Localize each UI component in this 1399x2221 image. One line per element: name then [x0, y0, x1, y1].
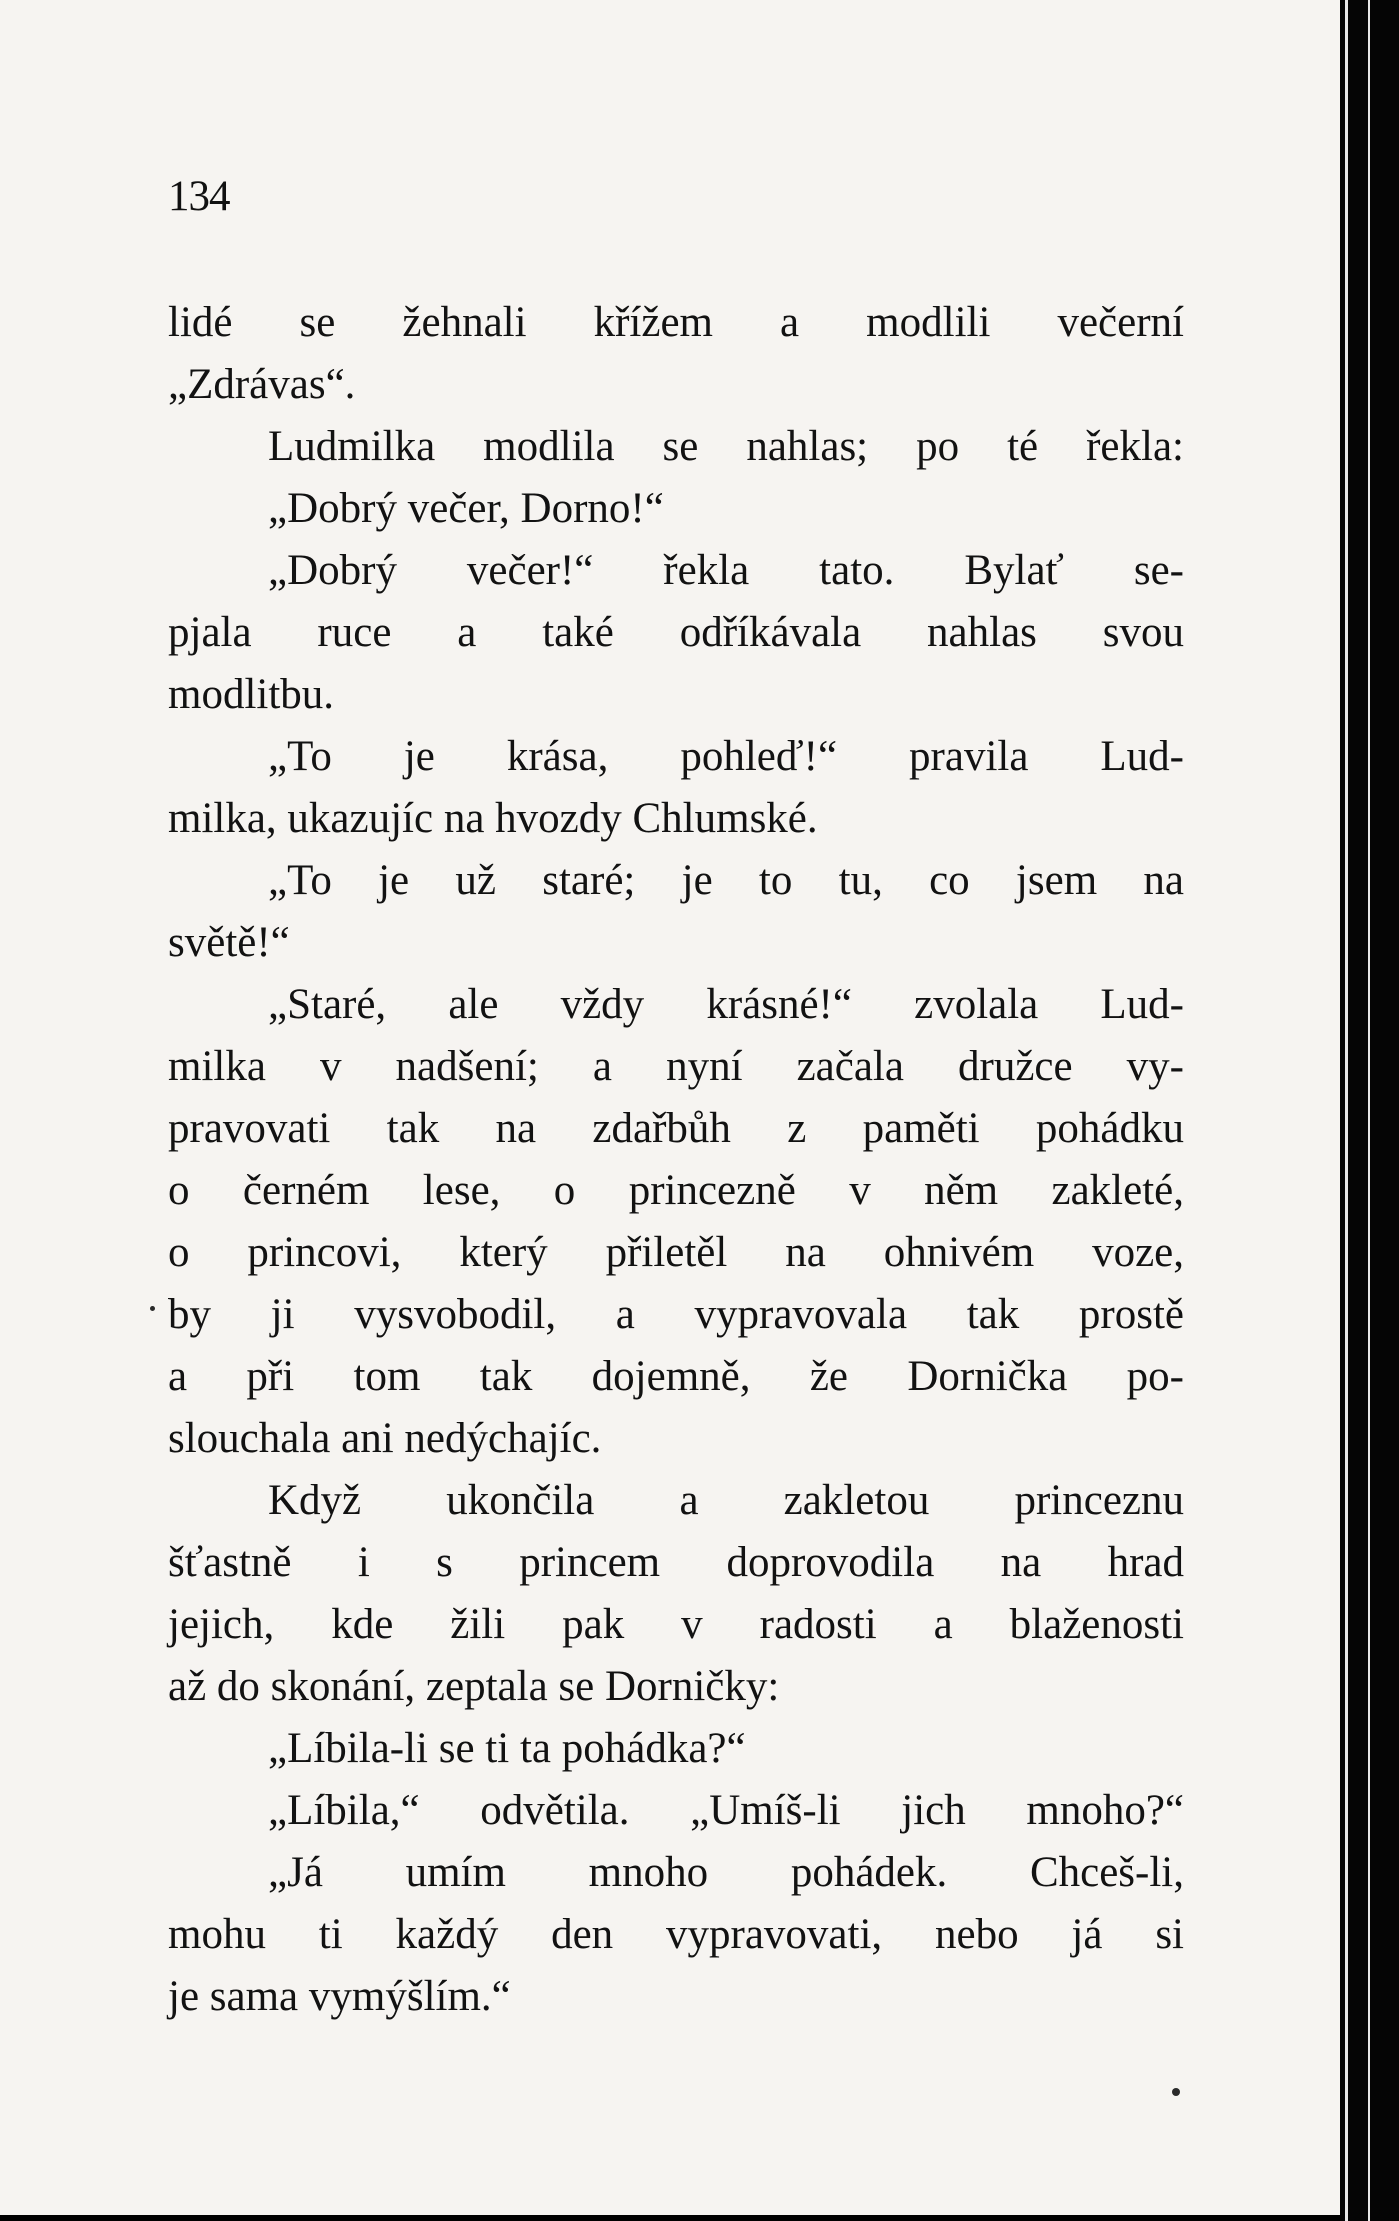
text-line: „Já umím mnoho pohádek. Chceš-li, — [268, 1849, 1184, 1896]
page-number: 134 — [168, 173, 230, 220]
text-line: o princovi, který přiletěl na ohnivém voze, — [168, 1229, 1184, 1276]
text-line: je sama vymýšlím.“ — [168, 1973, 511, 2020]
text-line: milka, ukazujíc na hvozdy Chlumské. — [168, 795, 818, 842]
text-line: slouchala ani nedýchajíc. — [168, 1415, 602, 1462]
text-line: „Zdrávas“. — [168, 361, 356, 408]
text-line: světě!“ — [168, 919, 290, 966]
text-line: lidé se žehnali křížem a modlili večerní — [168, 299, 1184, 346]
text-line: Když ukončila a zakletou princeznu — [268, 1477, 1184, 1524]
text-line: „Dobrý večer!“ řekla tato. Bylať se- — [268, 547, 1184, 594]
print-speck — [150, 1306, 155, 1311]
text-line: „To je už staré; je to tu, co jsem na — [268, 857, 1184, 904]
print-speck — [1172, 2088, 1180, 2096]
binding-edge-line — [1368, 0, 1370, 2221]
text-line: jejich, kde žili pak v radosti a blaženosti — [168, 1601, 1184, 1648]
text-line: mohu ti každý den vypravovati, nebo já si — [168, 1911, 1184, 1958]
text-line: „Líbila-li se ti ta pohádka?“ — [268, 1725, 746, 1772]
text-line: Ludmilka modlila se nahlas; po té řekla: — [268, 423, 1184, 470]
text-line: až do skonání, zeptala se Dorničky: — [168, 1663, 780, 1710]
text-line: milka v nadšení; a nyní začala družce vy- — [168, 1043, 1184, 1090]
text-line: by ji vysvobodil, a vypravovala tak prostě — [168, 1291, 1184, 1338]
text-line: pjala ruce a také odříkávala nahlas svou — [168, 609, 1184, 656]
text-line: pravovati tak na zdařbůh z paměti pohádku — [168, 1105, 1184, 1152]
text-line: šťastně i s princem doprovodila na hrad — [168, 1539, 1184, 1586]
text-line: „Staré, ale vždy krásné!“ zvolala Lud- — [268, 981, 1184, 1028]
body-text — [168, 292, 1184, 2028]
text-line: modlitbu. — [168, 671, 335, 718]
text-line: „Dobrý večer, Dorno!“ — [268, 485, 664, 532]
text-line: a při tom tak dojemně, že Dornička po- — [168, 1353, 1184, 1400]
text-line: o černém lese, o princezně v něm zakleté, — [168, 1167, 1184, 1214]
binding-edge-line — [1345, 0, 1348, 2221]
text-line: „To je krása, pohleď!“ pravila Lud- — [268, 733, 1184, 780]
text-line: „Líbila,“ odvětila. „Umíš-li jich mnoho?“ — [268, 1787, 1184, 1834]
